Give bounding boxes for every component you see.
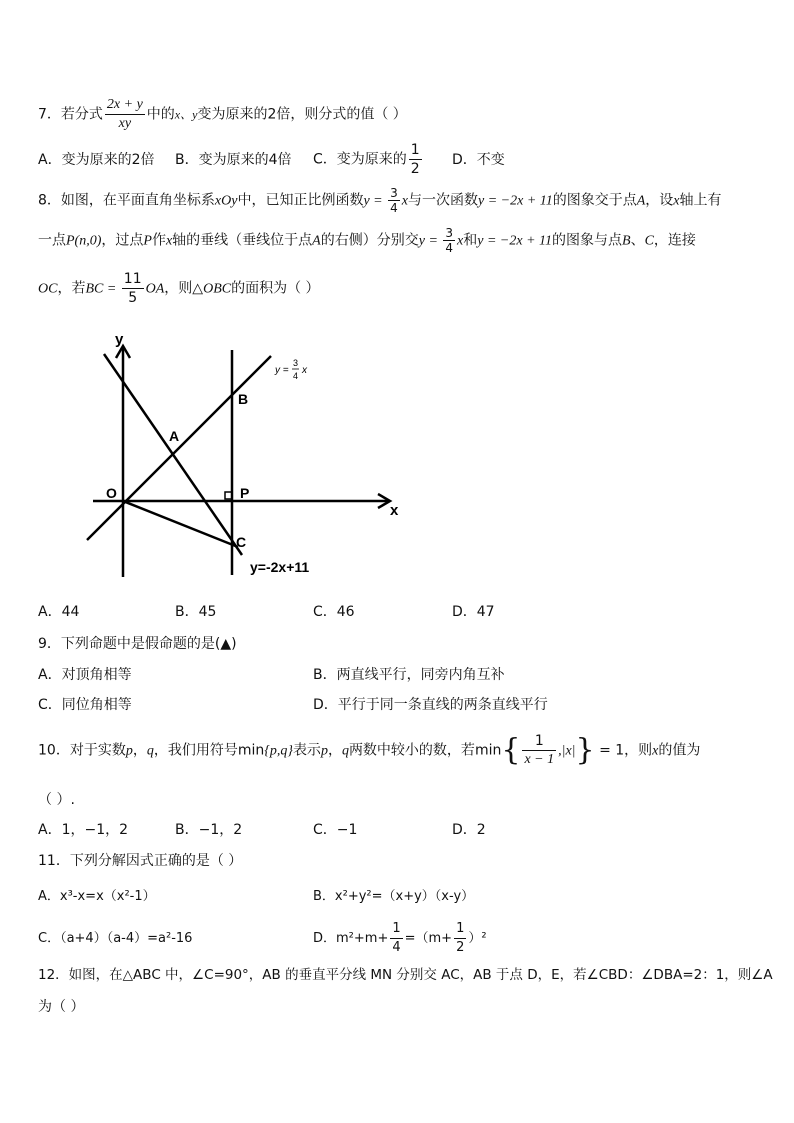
text: 轴上有	[679, 192, 722, 209]
math: y =	[418, 233, 442, 249]
label-line1-x: x	[302, 365, 307, 376]
text: ，过点	[101, 232, 144, 249]
math: P	[143, 233, 152, 249]
question-12-line-2: 为（ ）	[38, 999, 85, 1015]
math: p	[320, 743, 328, 759]
fraction	[390, 920, 402, 957]
q11-option-b: B．x²+y²=（x+y）（x-y）	[313, 889, 475, 904]
math: x	[457, 233, 464, 249]
text: 8．如图，在平面直角坐标系	[38, 192, 215, 209]
q7-text: 变为原来的2倍，则分式的值（ ）	[197, 106, 407, 123]
fraction	[122, 270, 144, 307]
text: ，则	[624, 742, 653, 759]
label-line1-den: 4	[293, 371, 299, 381]
math: C	[644, 233, 654, 249]
q11-option-a: A．x³-x=x（x²-1）	[38, 889, 156, 904]
q7-option-c-text: C．变为原来的	[313, 151, 407, 168]
label-c: C	[236, 534, 247, 550]
text: 和	[463, 232, 478, 249]
q11-option-c: C．（a+4）（a-4）=a²-16	[38, 931, 193, 946]
q11-option-d	[313, 920, 487, 957]
q7-vars: x、y	[174, 107, 198, 122]
text: ，若	[57, 280, 86, 297]
math: OA	[145, 281, 165, 297]
frac-num: 1	[390, 920, 402, 939]
math: x	[165, 233, 173, 249]
q10-option-c: C．−1	[313, 822, 358, 838]
frac-num: 3	[390, 186, 398, 200]
frac-num: 1	[410, 142, 420, 158]
question-10-stem	[38, 732, 700, 769]
math: x	[401, 193, 408, 209]
math: y =	[363, 193, 387, 209]
text: 的图象交于点	[552, 192, 637, 209]
q7-option-b: B．变为原来的4倍	[175, 152, 292, 168]
math: q	[341, 743, 349, 759]
frac-num: 3	[445, 226, 454, 240]
q7-text: 中的	[146, 106, 175, 123]
q7-frac-num: 2x + y	[105, 96, 145, 115]
text: 10．对于实数	[38, 742, 126, 759]
frac-num: 11	[123, 271, 142, 287]
fraction	[388, 186, 400, 215]
label-line1-num: 3	[293, 358, 299, 368]
text: 的图象与点	[552, 232, 622, 249]
frac-den: 5	[128, 290, 138, 306]
math: y = −2x + 11	[477, 233, 552, 249]
text: 的右侧）分别交	[320, 232, 419, 249]
math: q	[146, 743, 154, 759]
fraction	[522, 732, 556, 769]
math: x	[673, 193, 680, 209]
text: 中，已知正比例函数	[237, 192, 364, 209]
question-9-stem: 9．下列命题中是假命题的是(▲)	[38, 636, 237, 652]
q9-option-c: C．同位角相等	[38, 697, 132, 713]
math: p	[125, 743, 133, 759]
text: 两数中较小的数，若	[348, 742, 475, 759]
label-a: A	[169, 428, 180, 444]
label-b: B	[238, 391, 249, 407]
frac-den: 4	[390, 201, 398, 215]
frac-num: 1	[454, 920, 466, 939]
math: P(n,0)	[66, 233, 102, 249]
q7-option-d: D．不变	[452, 152, 505, 168]
math: min	[237, 742, 265, 759]
q9-option-d: D．平行于同一条直线的两条直线平行	[313, 697, 548, 713]
q8-option-b: B．45	[175, 604, 217, 620]
frac-den: 2	[410, 161, 420, 177]
math: ,|x|	[558, 743, 576, 759]
text: 一点	[38, 232, 66, 249]
fraction	[454, 920, 466, 957]
q9-option-b: B．两直线平行，同旁内角互补	[313, 667, 505, 683]
text: 与一次函数	[408, 192, 478, 209]
text: 的面积为（ ）	[231, 280, 320, 297]
text: ，	[327, 742, 342, 759]
math: OC	[38, 281, 58, 297]
text: ，则△	[164, 280, 204, 297]
frac-den: x − 1	[524, 752, 555, 767]
q7-text: 7．若分式	[38, 106, 103, 123]
fraction	[443, 226, 455, 255]
math: y = −2x + 11	[478, 193, 553, 209]
math: = 1	[594, 742, 625, 759]
q8-option-a: A．44	[38, 604, 80, 620]
question-7-stem	[38, 96, 407, 133]
q8-option-c: C．46	[313, 604, 355, 620]
right-brace: }	[575, 732, 595, 768]
line-y-neg2x-11	[104, 354, 242, 555]
label-o: O	[106, 485, 117, 501]
line-y-3-4-x	[87, 356, 271, 540]
q10-option-d: D．2	[452, 822, 486, 838]
text: =（m+	[404, 931, 453, 946]
q7-fraction	[105, 96, 145, 133]
q9-option-a: A．对顶角相等	[38, 667, 132, 683]
label-p: P	[240, 485, 250, 501]
math: xOy	[214, 193, 238, 209]
text: 、	[630, 232, 645, 249]
label-y-axis: y	[115, 331, 124, 348]
math: BC =	[85, 281, 120, 297]
frac-den: 4	[445, 241, 454, 255]
frac-den: 4	[392, 940, 401, 955]
math: min	[474, 742, 502, 759]
text: 表示	[292, 742, 321, 759]
label-x-axis: x	[390, 502, 399, 519]
q10-option-b: B．−1，2	[175, 822, 243, 838]
text: D．m²+m+	[313, 931, 389, 946]
text: 轴的垂线（垂线位于点	[172, 232, 313, 249]
q7-option-c	[313, 141, 424, 178]
q7-option-a: A．变为原来的2倍	[38, 152, 155, 168]
text: 的值为	[658, 742, 701, 759]
label-line1-prefix: y =	[275, 365, 289, 376]
question-11-stem: 11．下列分解因式正确的是（ ）	[38, 853, 243, 869]
text: ，	[132, 742, 147, 759]
frac-num: 1	[522, 732, 556, 751]
question-12-line-1: 12．如图，在△ABC 中，∠C=90°，AB 的垂直平分线 MN 分别交 AC，AB 于点 D，E，若∠CBD：∠DBA=2：1，则∠A	[38, 967, 773, 983]
math: A	[636, 193, 646, 209]
q8-coordinate-figure	[80, 325, 420, 585]
q8-option-d: D．47	[452, 604, 495, 620]
q7-option-c-fraction	[409, 141, 422, 178]
left-brace: {	[501, 732, 521, 768]
math: OBC	[203, 281, 232, 297]
math: {p,q}	[264, 743, 293, 759]
math: x	[652, 743, 659, 759]
question-8-line-2	[38, 226, 696, 255]
q10-option-a: A．1，−1，2	[38, 822, 129, 838]
q7-frac-den: xy	[118, 116, 132, 131]
label-line2: y=-2x+11	[250, 559, 310, 575]
math: B	[622, 233, 631, 249]
text: ，我们用符号	[153, 742, 238, 759]
math: A	[312, 233, 321, 249]
question-8-line-3	[38, 270, 320, 307]
text: ）²	[468, 931, 487, 946]
text: 作	[151, 232, 166, 249]
frac-den: 2	[456, 940, 465, 955]
question-8-line-1	[38, 186, 722, 215]
q10-answer-blank: （ ）.	[38, 792, 75, 808]
text: ，连接	[653, 232, 696, 249]
text: ，设	[645, 192, 674, 209]
